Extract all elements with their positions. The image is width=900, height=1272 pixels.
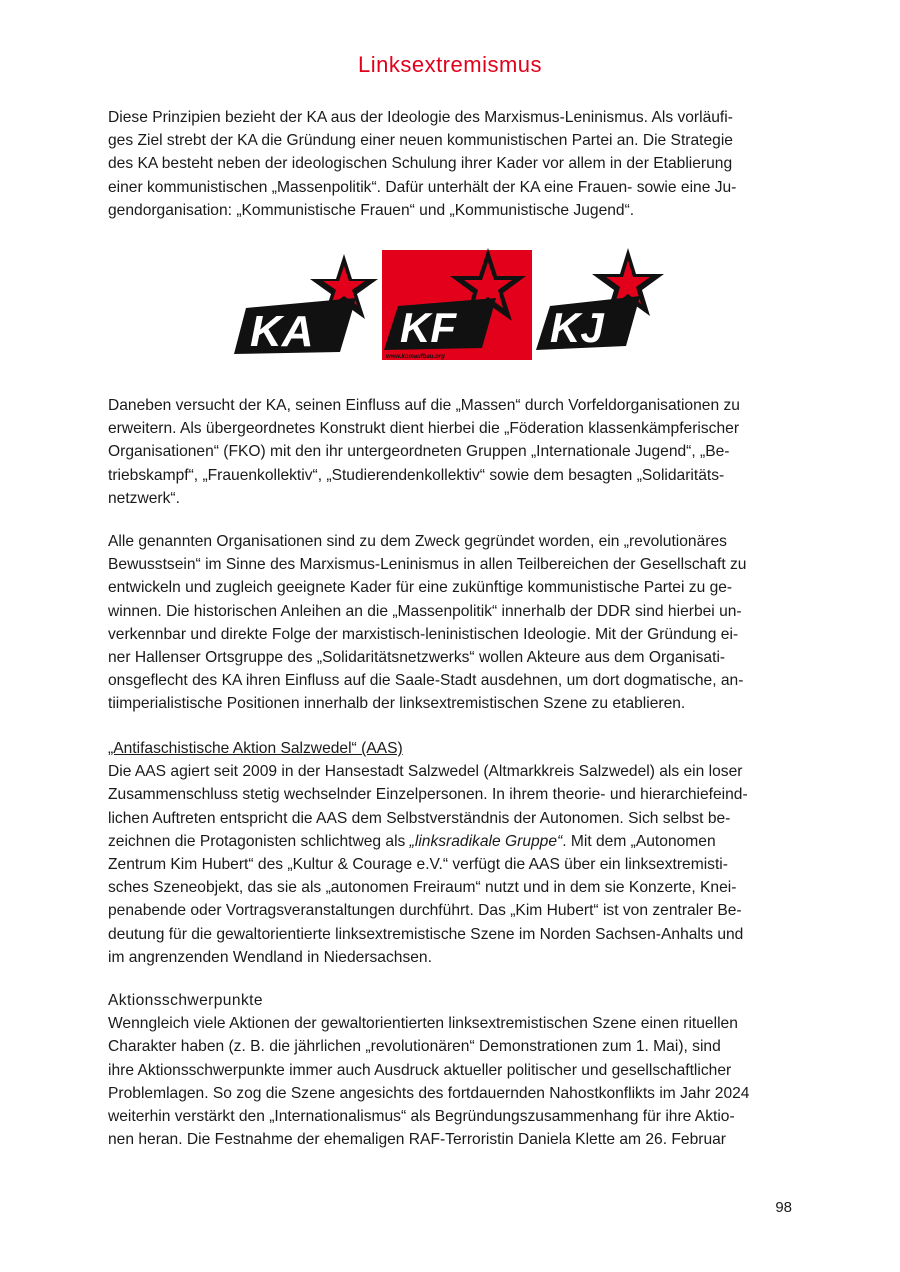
section-heading-aas: „Antifaschistische Aktion Salzwedel“ (AAS)	[108, 740, 403, 757]
ka-logo	[234, 254, 378, 356]
text-line: lichen Auftreten entspricht die AAS dem Selbstverständnis der Autonomen. Sich selbst be-	[108, 809, 731, 827]
text-line: Wenngleich viele Aktionen der gewaltorientierten linksextremistischen Szene einen rituellen	[108, 1015, 738, 1033]
text-line: ihre Aktionsschwerpunkte immer auch Ausdruck aktueller politischer und gesellschaftlicher	[108, 1061, 732, 1079]
text-line: penabende oder Vortragsveranstaltungen durchführt. Das „Kim Hubert“ ist von zentraler Be-	[108, 902, 742, 920]
text-line: sches Szeneobjekt, das sie als „autonomen Freiraum“ nutzt und in dem sie Konzerte, Knei-	[108, 879, 737, 897]
text-line: Diese Prinzipien bezieht der KA aus der Ideologie des Marxismus-Leninismus. Als vorläufi-	[108, 109, 733, 126]
paragraph-ka-principles	[108, 106, 792, 222]
text-line: des KA besteht neben der ideologischen Schulung ihrer Kader vor allem in der Etablierung	[108, 155, 733, 173]
section-heading-aktionsschwerpunkte: Aktionsschwerpunkte	[108, 992, 263, 1009]
text-line: triebskampf“, „Frauenkollektiv“, „Studierendenkollektiv“ sowie dem besagten „Solidaritäts-	[108, 466, 725, 484]
text-line: Charakter haben (z. B. die jährlichen „revolutionären“ Demonstrationen zum 1. Mai), sind	[108, 1038, 721, 1056]
text-line: erweitern. Als übergeordnetes Konstrukt dient hierbei die „Föderation klassenkämpferischer	[108, 420, 740, 438]
text-line: Zusammenschluss stetig wechselnder Einzelpersonen. In ihrem theorie- und hierarchiefeind-	[108, 786, 748, 804]
kj-logo-text: KJ	[550, 304, 604, 351]
kf-logo-url: www.komaufbau.org	[386, 354, 445, 360]
kf-logo-text: KF	[400, 304, 456, 351]
text-line: deutung für die gewaltorientierte linksextremistische Szene im Norden Sachsen-Anhalts und	[108, 925, 744, 943]
kj-logo	[536, 248, 664, 351]
text-line: ges Ziel strebt der KA die Gründung einer neuen kommunistischen Partei an. Die Strategie	[108, 132, 733, 150]
text-line: verkennbar und direkte Folge der marxistisch-leninistischen Ideologie. Mit der Gründung ei-	[108, 625, 739, 643]
text-line: entwickeln und zugleich geeignete Kader für eine zukünftige kommunistische Partei zu ge-	[108, 579, 733, 597]
paragraph-fko	[108, 394, 792, 510]
paragraph-organisations	[108, 530, 792, 716]
text-line: Alle genannten Organisationen sind zu dem Zweck gegründet worden, ein „revolutionäres	[108, 533, 727, 550]
section-aas	[108, 737, 792, 969]
text-line: gendorganisation: „Kommunistische Frauen“ und „Kommunistische Jugend“.	[108, 201, 635, 219]
section-aktionsschwerpunkte	[108, 989, 792, 1151]
text-line: nen heran. Die Festnahme der ehemaligen RAF-Terroristin Daniela Klette am 26. Februar	[108, 1131, 726, 1149]
text-line: onsgeflecht des KA ihren Einfluss auf die Saale-Stadt ausdehnen, um dort dogmatische, an-	[108, 672, 744, 690]
text-line: einer kommunistischen „Massenpolitik“. Dafür unterhält der KA eine Frauen- sowie eine Ju-	[108, 178, 737, 196]
text-line: im angrenzenden Wendland in Niedersachsen.	[108, 948, 432, 966]
text-line: Organisationen“ (FKO) mit den ihr untergeordneten Gruppen „Internationale Jugend“, „Be-	[108, 443, 730, 461]
text-line-with-italic	[108, 830, 792, 853]
text-line: winnen. Die historischen Anleihen an die „Massenpolitik“ innerhalb der DDR sind hierbei un-	[108, 602, 742, 620]
text-line: Die AAS agiert seit 2009 in der Hansestadt Salzwedel (Altmarkkreis Salzwedel) als ein loser	[108, 763, 743, 781]
text-segment: zeichnen die Protagonisten schlichtweg als	[108, 832, 410, 850]
text-line: Problemlagen. So zog die Szene angesichts des fortdauernden Nahostkonflikts im Jahr 2024	[108, 1084, 750, 1102]
organisation-logos	[234, 246, 670, 362]
text-line: Zentrum Kim Hubert“ des „Kultur & Courage e.V.“ verfügt die AAS über ein linksextremisti-	[108, 856, 728, 874]
italic-quote: „linksradikale Gruppe“	[409, 832, 563, 850]
page-number: 98	[775, 1199, 792, 1216]
text-line: weiterhin verstärkt den „Internationalismus“ als Begründungszusammenhang für ihre Aktio-	[108, 1108, 735, 1126]
text-line: tiimperialistische Positionen innerhalb der linksextremistischen Szene zu etablieren.	[108, 695, 686, 713]
text-line: Bewusstsein“ im Sinne des Marxismus-Leninismus in allen Teilbereichen der Gesellschaft zu	[108, 556, 747, 574]
text-line: netzwerk“.	[108, 489, 180, 507]
page-title: Linksextremismus	[357, 52, 543, 77]
logos-graphic	[234, 246, 670, 362]
ka-logo-text: KA	[250, 307, 314, 356]
text-line: ner Hallenser Ortsgruppe des „Solidaritätsnetzwerks“ wollen Akteure aus dem Organisati-	[108, 649, 726, 667]
text-line: Daneben versucht der KA, seinen Einfluss auf die „Massen“ durch Vorfeldorganisationen zu	[108, 397, 740, 414]
text-segment: . Mit dem „Autonomen	[562, 832, 716, 850]
